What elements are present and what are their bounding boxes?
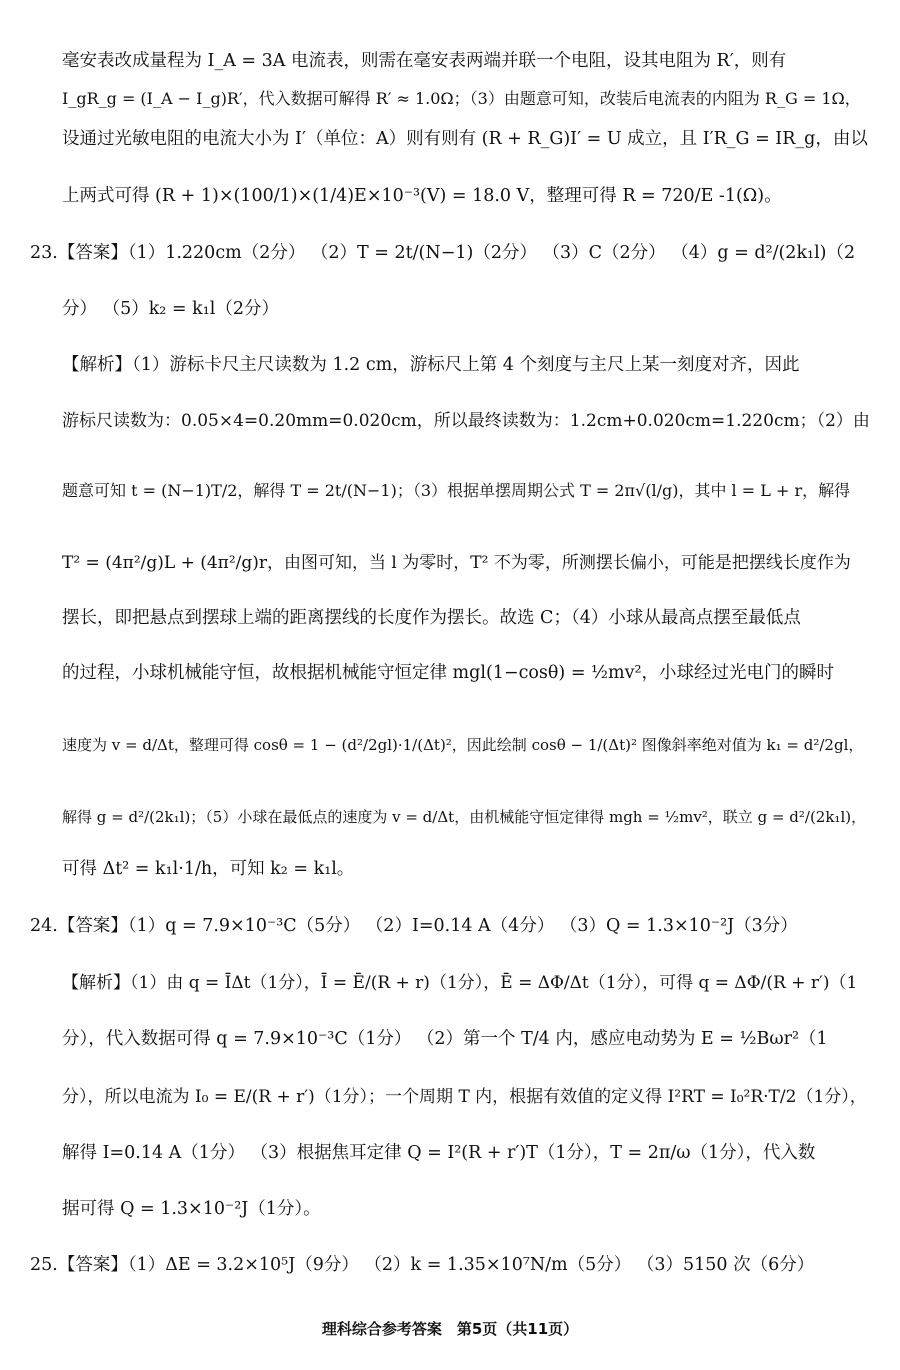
text-line: 分） （5）k₂ = k₁l（2分） (62, 299, 279, 319)
text-line: 的过程，小球机械能守恒，故根据机械能守恒定律 mgl(1−cosθ) = ½mv²，小球经过光电门的瞬时 (62, 663, 835, 683)
text-line: I_gR_g = (I_A − I_g)R′，代入数据可解得 R′ ≈ 1.0Ω；（3）由题意可知，改装后电流表的内阻为 R_G = 1Ω， (62, 89, 861, 108)
text-line: 设通过光敏电阻的电流大小为 I′（单位：A）则有则有 (R + R_G)I′ = U 成立，且 I′R_G = IR_g，由以 (62, 129, 868, 149)
text-line: 摆长，即把悬点到摆球上端的距离摆线的长度作为摆长。故选 C；（4）小球从最高点摆至最低点 (62, 608, 801, 628)
analysis-23: 【解析】（1）游标卡尺主尺读数为 1.2 cm，游标尺上第 4 个刻度与主尺上某一刻度对齐，因此 (62, 355, 800, 375)
answer-24: 24.【答案】（1）q = 7.9×10⁻³C（5分） （2）I=0.14 A（4分） （3）Q = 1.3×10⁻²J（3分） (30, 916, 798, 936)
text-line: 速度为 v = d/Δt，整理可得 cosθ = 1 − (d²/2gl)·1/(Δt)²，因此绘制 cosθ − 1/(Δt)² 图像斜率绝对值为 k₁ = d²/2gl， (62, 736, 864, 754)
answer-23: 23.【答案】（1）1.220cm（2分） （2）T = 2t/(N−1)（2分） （3）C（2分） （4）g = d²/(2k₁l)（2 (30, 243, 856, 263)
text-line: 可得 Δt² = k₁l·1/h，可知 k₂ = k₁l。 (62, 859, 355, 879)
text-line: 解得 I=0.14 A（1分） （3）根据焦耳定律 Q = I²(R + r′)T（1分），T = 2π/ω（1分），代入数 (62, 1143, 816, 1163)
page-footer: 理科综合参考答案 第5页（共11页） (321, 1320, 579, 1338)
text-line: 题意可知 t = (N−1)T/2，解得 T = 2t/(N−1)；（3）根据单摆周期公式 T = 2π√(l/g)，其中 l = L + r，解得 (62, 481, 851, 500)
text-line: 据可得 Q = 1.3×10⁻²J（1分）。 (62, 1199, 321, 1219)
text-line: 游标尺读数为：0.05×4=0.20mm=0.020cm，所以最终读数为：1.2cm+0.020cm=1.220cm；（2）由 (62, 411, 870, 431)
text-line: 分），所以电流为 I₀ = E/(R + r′)（1分）；一个周期 T 内，根据有效值的定义得 I²RT = I₀²R·T/2（1分）， (62, 1087, 867, 1107)
text-line: T² = (4π²/g)L + (4π²/g)r，由图可知，当 l 为零时，T² 不为零，所测摆长偏小，可能是把摆线长度作为 (62, 553, 851, 573)
text-line: 上两式可得 (R + 1)×(100/1)×(1/4)E×10⁻³(V) = 18.0 V，整理可得 R = 720/E -1(Ω)。 (62, 186, 782, 206)
text-line: 解得 g = d²/(2k₁l)；（5）小球在最低点的速度为 v = d/Δt，由机械能守恒定律得 mgh = ½mv²，联立 g = d²/(2k₁l)， (62, 808, 867, 826)
analysis-24: 【解析】（1）由 q = ĪΔt（1分），Ī = Ē/(R + r)（1分），Ē = ΔΦ/Δt（1分），可得 q = ΔΦ/(R + r′)（1 (62, 973, 858, 993)
text-line: 毫安表改成量程为 I_A = 3A 电流表，则需在毫安表两端并联一个电阻，设其电阻为 R′，则有 (62, 51, 787, 71)
text-line: 分），代入数据可得 q = 7.9×10⁻³C（1分） （2）第一个 T/4 内，感应电动势为 E = ½Bωr²（1 (62, 1029, 828, 1049)
answer-25: 25.【答案】（1）ΔE = 3.2×10⁵J（9分） （2）k = 1.35×10⁷N/m（5分） （3）5150 次（6分） (30, 1255, 815, 1275)
